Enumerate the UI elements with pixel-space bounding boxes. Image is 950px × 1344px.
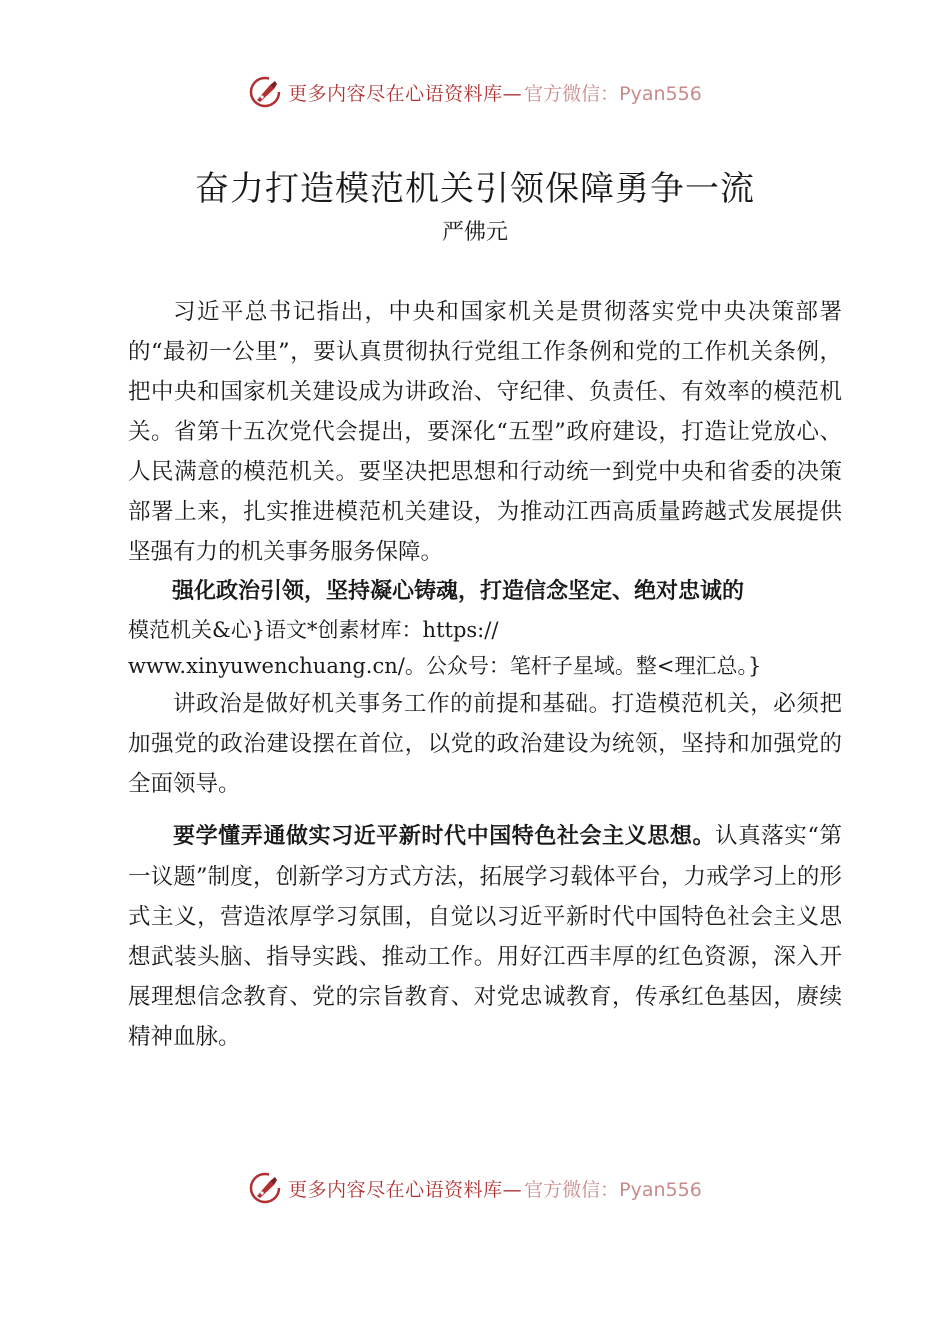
banner-weixin: 官方微信：Pyan556 [524,82,702,105]
paragraph-study [128,816,842,1057]
footer-banner-weixin: 官方微信：Pyan556 [524,1178,702,1201]
paragraph-study-lead: 要学懂弄通做实习近平新时代中国特色社会主义思想。 [173,824,716,849]
footer-banner [0,1168,950,1208]
header-banner [0,72,950,112]
banner-text: 更多内容尽在心语资料库— [288,82,523,105]
paragraph-study-rest: 认真落实“第一议题”制度，创新学习方式方法，拓展学习载体平台，力戒学习上的形式主义，营造浓厚学习氛围，自觉以习近平新时代中国特色社会主义思想武装头脑、指导实践、推动工作。用好江西丰厚的红色资源，深入开展理想信念教育、党的宗旨教育、对党忠诚教育，传承红色基因，赓续精神血脉。 [128,823,842,1050]
document-title: 奋力打造模范机关引领保障勇争一流 [195,169,755,209]
inserted-line-1: 模范机关&心}语文*创素材库：https:// [128,618,499,642]
pen-nib-logo-icon [248,1171,282,1205]
footer-banner-text: 更多内容尽在心语资料库— [288,1178,523,1201]
document-body [128,292,842,1057]
inserted-line-2: www.xinyuwenchuang.cn/。公众号：笔杆子星域。整<理汇总。} [128,654,762,678]
document-author: 严佛元 [441,220,508,245]
paragraph-intro: 习近平总书记指出，中央和国家机关是贯彻落实党中央决策部署的“最初一公里”，要认真贯彻执行党组工作条例和党的工作机关条例，把中央和国家机关建设成为讲政治、守纪律、负责任、有效率的模范机关。省第十五次党代会提出，要深化“五型”政府建设，打造让党放心、人民满意的模范机关。要坚决把思想和行动统一到党中央和省委的决策部署上来，扎实推进模范机关建设，为推动江西高质量跨越式发展提供坚强有力的机关事务服务保障。 [128,299,842,565]
pen-nib-logo-icon [248,75,282,109]
paragraph-politics: 讲政治是做好机关事务工作的前提和基础。打造模范机关，必须把加强党的政治建设摆在首位，以党的政治建设为统领，坚持和加强党的全面领导。 [128,691,842,797]
section-heading: 强化政治引领，坚持凝心铸魂，打造信念坚定、绝对忠诚的 [172,579,745,604]
